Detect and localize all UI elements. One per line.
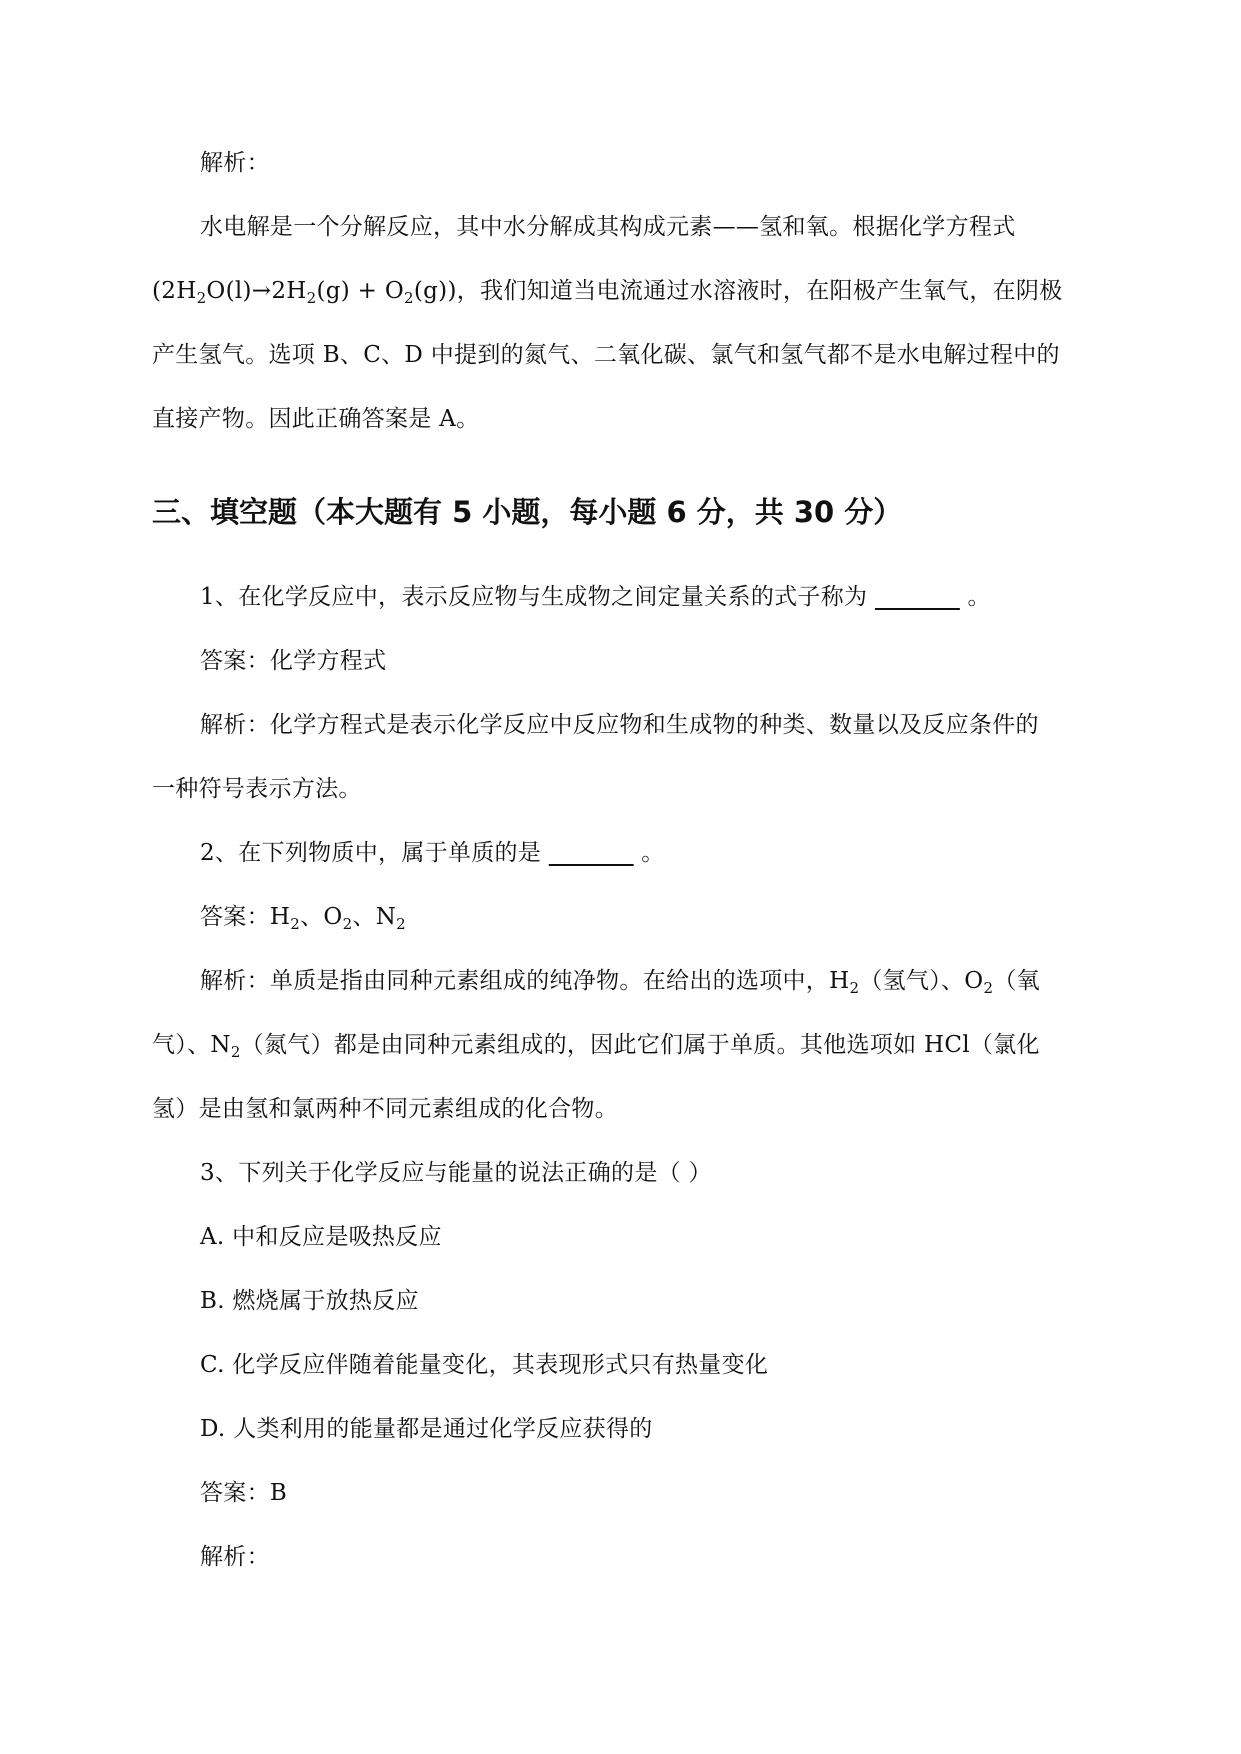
q3-stem: 3、下列关于化学反应与能量的说法正确的是（ ） xyxy=(200,1160,712,1186)
q2-analysis-line-1: 解析：单质是指由同种元素组成的纯净物。在给出的选项中，$H_2$（氢气）、$O_2$（氧 xyxy=(200,968,1040,997)
q3-option-a: A. 中和反应是吸热反应 xyxy=(200,1224,442,1250)
q3-option-d: D. 人类利用的能量都是通过化学反应获得的 xyxy=(200,1416,653,1442)
q3-option-c: C. 化学反应伴随着能量变化，其表现形式只有热量变化 xyxy=(200,1352,769,1378)
q3-analysis-label: 解析： xyxy=(200,1544,270,1570)
q1-stem: 1、在化学反应中，表示反应物与生成物之间定量关系的式子称为 ______ 。 xyxy=(200,584,991,610)
q3-answer: 答案：B xyxy=(200,1480,288,1506)
q2-blank: ______ xyxy=(548,840,634,866)
q2-analysis-line-3: 氢）是由氢和氯两种不同元素组成的化合物。 xyxy=(152,1096,618,1122)
q1-analysis-line-2: 一种符号表示方法。 xyxy=(152,776,362,802)
q1-answer: 答案：化学方程式 xyxy=(200,648,387,674)
prev-analysis-line-4: 直接产物。因此正确答案是 A。 xyxy=(152,406,480,432)
q3-option-b: B. 燃烧属于放热反应 xyxy=(200,1288,419,1314)
q2-answer: 答案：$H_2$、$O_2$、$N_2$ xyxy=(200,904,406,933)
prev-analysis-label: 解析： xyxy=(200,150,270,176)
q1-blank: ______ xyxy=(874,584,960,610)
water-electrolysis-equation: $(2H_2O(l)\to 2H_2(g) + O_2(g))$， xyxy=(152,278,481,307)
prev-analysis-line-2: $(2H_2O(l)\to 2H_2(g) + O_2(g))$，我们知道当电流通过水溶液时，在阳极产生氧气，在阴极 xyxy=(152,278,1063,307)
section-heading: 三、填空题（本大题有 5 小题，每小题 6 分，共 30 分） xyxy=(152,495,903,529)
prev-analysis-line-1: 水电解是一个分解反应，其中水分解成其构成元素——氢和氧。根据化学方程式 xyxy=(200,214,1016,240)
q2-analysis-line-2: 气）、$N_2$（氮气）都是由同种元素组成的，因此它们属于单质。其他选项如 HCl（氯化 xyxy=(152,1032,1040,1061)
q1-analysis-line-1: 解析：化学方程式是表示化学反应中反应物和生成物的种类、数量以及反应条件的 xyxy=(200,712,1039,738)
prev-analysis-line-3: 产生氢气。选项 B、C、D 中提到的氮气、二氧化碳、氯气和氢气都不是水电解过程中的 xyxy=(152,342,1060,368)
q2-stem: 2、在下列物质中，属于单质的是 ______ 。 xyxy=(200,840,665,866)
